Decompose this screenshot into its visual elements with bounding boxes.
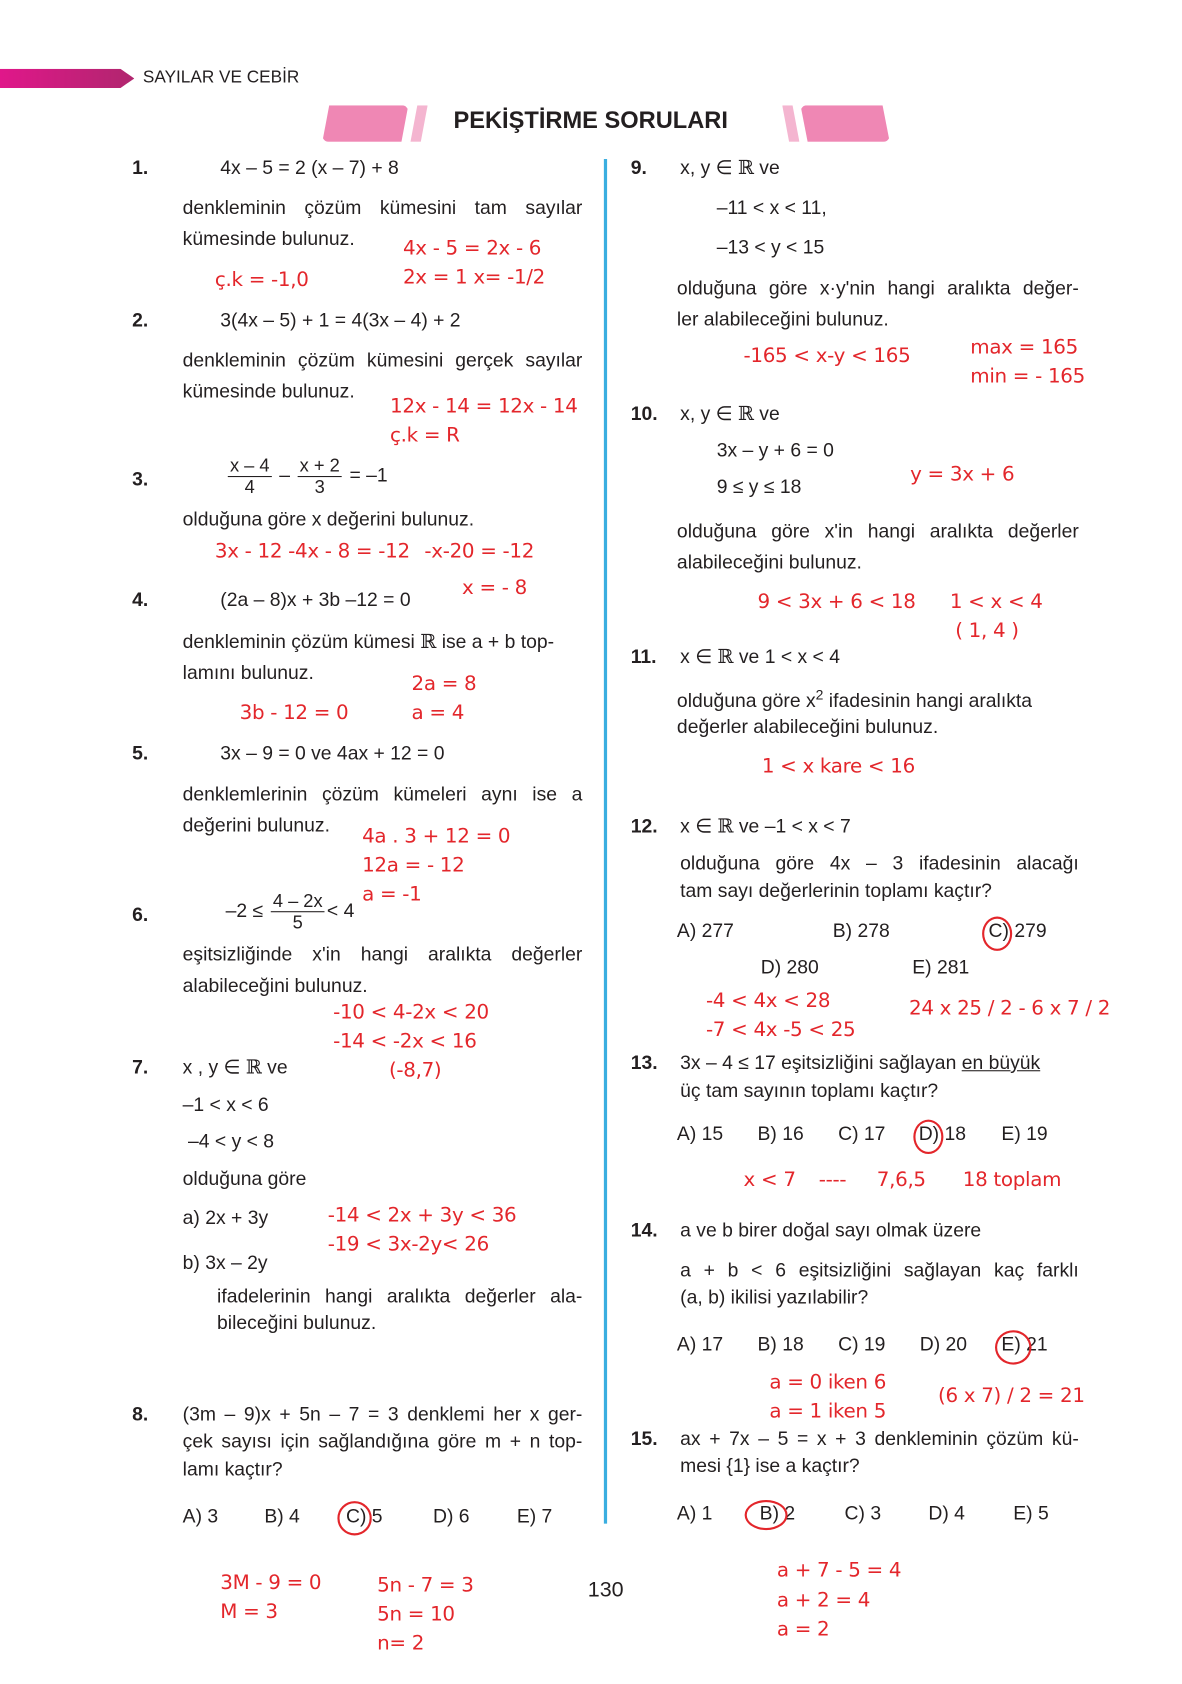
question-text: lamını bulunuz. [182,661,314,684]
question-text: üç tam sayının toplamı kaçtır? [680,1079,939,1102]
underlined-text: en büyük [961,1051,1041,1074]
question-text: ler alabileceğini bulunuz. [676,308,889,330]
handwritten-note: ---- [818,1169,847,1192]
condition: 3x – y + 6 = 0 [716,439,834,461]
handwritten-note: -4 < 4x < 28 [705,989,831,1013]
handwritten-note: (-8,7) [388,1059,442,1083]
fraction [298,456,342,498]
question-text: kümesinde bulunuz. [182,380,355,402]
title-decoration-right-stripe [782,105,799,142]
denominator: 5 [292,912,303,933]
option-e[interactable]: E) 19 [1001,1122,1048,1145]
answer-circle [995,1330,1032,1364]
option-b[interactable]: B) 18 [757,1333,804,1355]
text: olduğuna göre x [676,689,816,712]
condition: –1 < x < 6 [182,1093,269,1116]
handwritten-note: 12a = - 12 [362,854,465,877]
handwritten-note: -x-20 = -12 [424,540,535,564]
equation: 3(4x – 5) + 1 = 4(3x – 4) + 2 [220,309,461,331]
question-text: tam sayı değerlerinin toplamı kaçtır? [680,880,992,902]
handwritten-note: 1 < x kare < 16 [761,755,915,778]
handwritten-note: 2x = 1 x= -1/2 [402,266,546,290]
answer-circle [745,1500,788,1530]
question-number: 10. [630,402,658,425]
handwritten-note: 5n - 7 = 3 [377,1574,474,1597]
condition [680,156,780,181]
condition: –13 < y < 15 [716,236,825,258]
question-text: mesi {1} ise a kaçtır? [680,1454,860,1477]
denominator: 4 [244,477,255,498]
handwritten-note: -14 < -2x < 16 [333,1030,477,1054]
option-d[interactable]: D) 18 [918,1122,966,1145]
option-a[interactable]: A) 3 [182,1505,219,1527]
rhs: < 4 [326,899,355,922]
fraction-equation [226,456,388,498]
handwritten-note: a = 4 [411,701,465,725]
handwritten-note: -19 < 3x-2y< 26 [327,1233,489,1257]
text: ve [753,402,780,425]
handwritten-note: x = - 8 [462,577,527,600]
question-text: çek sayısı için sağlandığına göre m + n top- [182,1430,583,1452]
text: ifadesinin hangi aralıkta [823,689,1033,712]
question-text: eşitsizliğinde x'in hangi aralıkta değerler [182,943,583,965]
question-text: ifadelerinin hangi aralıkta değerler ala- [217,1285,583,1307]
handwritten-note: a = 2 [776,1618,830,1641]
real-numbers-symbol: ℝ [245,1056,262,1079]
condition: –4 < y < 8 [188,1130,275,1152]
handwritten-note: ( 1, 4 ) [955,619,1019,643]
numerator: x – 4 [228,456,272,477]
option-c[interactable]: C) 279 [988,919,1047,942]
section-title: SAYILAR VE CEBİR [142,68,300,88]
handwritten-note: M = 3 [220,1601,278,1624]
option-c[interactable]: C) 17 [838,1122,886,1145]
question-text: olduğuna göre x'in hangi aralıkta değerler [676,520,1079,542]
text: ise a + b top- [436,630,555,653]
handwritten-note: 2a = 8 [411,672,477,696]
question-number: 6. [132,903,149,926]
option-b[interactable]: B) 16 [757,1122,804,1145]
handwritten-note: 4a . 3 + 12 = 0 [362,825,511,848]
question-text: denkleminin çözüm kümesini gerçek sayılar [182,349,583,371]
option-b[interactable]: B) 4 [264,1505,300,1527]
handwritten-note: 7,6,5 [876,1169,926,1192]
question-number: 5. [132,742,149,764]
question-number: 13. [630,1051,658,1074]
handwritten-note: 12x - 14 = 12x - 14 [390,395,578,418]
question-text: denklemlerinin çözüm kümeleri aynı ise a [182,783,583,805]
real-numbers-symbol: ℝ [737,402,754,426]
question-number: 14. [630,1219,658,1242]
question-number: 2. [132,309,149,331]
handwritten-note: 9 < 3x + 6 < 18 [757,590,916,614]
rhs: = –1 [349,464,388,486]
option-c[interactable]: C) 5 [345,1505,383,1527]
section-tab-bar [0,69,134,88]
option-e[interactable]: E) 21 [1001,1333,1048,1355]
handwritten-note: min = - 165 [970,365,1085,388]
condition [680,402,780,427]
handwritten-note: n= 2 [377,1632,425,1655]
handwritten-note: 3M - 9 = 0 [220,1571,322,1595]
title-decoration-left-stripe [410,105,427,142]
handwritten-note: 4x - 5 = 2x - 6 [402,237,542,261]
real-numbers-symbol: ℝ [737,156,754,180]
option-a[interactable]: A) 17 [676,1333,724,1355]
text: ve –1 < x < 7 [733,815,851,838]
sub-item-b: b) 3x – 2y [182,1251,268,1274]
condition [680,645,840,670]
handwritten-note: a = 1 iken 5 [769,1400,887,1423]
question-text: olduğuna göre x·y'nin hangi aralıkta değer- [676,277,1079,299]
text: x, y ∈ [680,402,738,425]
handwritten-note: -7 < 4x -5 < 25 [705,1018,856,1042]
question-number: 4. [132,588,149,611]
real-numbers-symbol: ℝ [717,645,734,669]
question-text: (3m – 9)x + 5n – 7 = 3 denklemi her x ger- [182,1403,583,1425]
condition: 9 ≤ y ≤ 18 [716,476,802,498]
text: x , y ∈ [182,1056,246,1078]
question-number: 15. [630,1428,658,1450]
condition [680,814,851,839]
option-a[interactable]: A) 1 [676,1502,713,1524]
question-text: olduğuna göre 4x – 3 ifadesinin alacağı [680,852,1079,874]
lhs: –2 ≤ [225,899,264,922]
denominator: 3 [314,477,325,498]
question-text: a + b < 6 eşitsizliğini sağlayan kaç farklı [680,1259,1079,1281]
text: ve [261,1056,288,1078]
question-number: 1. [132,156,149,179]
text: ve [753,156,780,179]
question-number: 9. [630,156,647,179]
inequality [226,891,355,933]
question-text: lamı kaçtır? [182,1458,283,1480]
handwritten-note: max = 165 [970,336,1078,359]
handwritten-note: 3b - 12 = 0 [239,701,349,725]
handwritten-note: 18 toplam [962,1169,1062,1192]
option-d[interactable]: D) 20 [919,1333,968,1355]
handwritten-note: -165 < x-y < 165 [743,344,911,368]
answer-circle [913,1120,943,1154]
question-text: ax + 7x – 5 = x + 3 denkleminin çözüm kü- [680,1428,1079,1450]
handwritten-note: 24 x 25 / 2 - 6 x 7 / 2 [909,997,1111,1020]
handwritten-note: y = 3x + 6 [910,463,1015,486]
question-text: alabileceğini bulunuz. [676,551,862,573]
equation: 4x – 5 = 2 (x – 7) + 8 [220,156,399,179]
handwritten-note: ç.k = R [390,424,460,447]
option-b[interactable]: B) 278 [832,919,890,942]
handwritten-note: a = 0 iken 6 [769,1371,887,1394]
sub-item-a: a) 2x + 3y [182,1206,269,1229]
question-text: denkleminin çözüm kümesini tam sayılar [182,196,583,219]
condition [183,1055,288,1080]
question-text [680,1051,1040,1075]
question-text: olduğuna göre [182,1167,307,1190]
question-number: 7. [132,1056,149,1078]
handwritten-note: a = -1 [362,883,422,906]
option-e[interactable]: E) 5 [1013,1502,1049,1524]
real-numbers-symbol: ℝ [420,630,437,654]
column-divider [604,159,607,1524]
option-a[interactable]: A) 277 [676,919,734,942]
handwritten-note: 5n = 10 [377,1603,455,1626]
handwritten-note: -14 < 2x + 3y < 36 [327,1204,517,1228]
option-c[interactable]: C) 19 [838,1333,886,1355]
title-decoration-left [322,105,408,142]
option-d[interactable]: D) 6 [433,1505,470,1527]
fraction [228,456,272,498]
question-text: değerini bulunuz. [182,814,330,836]
numerator: x + 2 [298,456,342,477]
answer-circle [982,917,1012,951]
text: denkleminin çözüm kümesi [182,630,421,653]
page-number: 130 [587,1578,624,1603]
handwritten-note: (6 x 7) / 2 = 21 [938,1385,1085,1408]
numerator: 4 – 2x [271,891,325,912]
question-text [183,630,583,655]
fraction [271,891,325,933]
option-e[interactable]: E) 7 [516,1505,553,1527]
question-text: kümesinde bulunuz. [182,227,355,250]
handwritten-note: -10 < 4-2x < 20 [333,1001,489,1024]
question-number: 3. [132,468,149,490]
question-text: olduğuna göre x değerini bulunuz. [182,508,475,530]
page-heading: PEKİŞTİRME SORULARI [453,106,728,134]
text: 3x – 4 ≤ 17 eşitsizliğini sağlayan [680,1051,962,1074]
option-b[interactable]: B) 2 [759,1502,796,1524]
handwritten-note: 3x - 12 -4x - 8 = -12 [214,540,410,564]
equation: 3x – 9 = 0 ve 4ax + 12 = 0 [220,742,445,764]
condition: –11 < x < 11, [716,196,827,219]
question-text: a ve b birer doğal sayı olmak üzere [680,1219,982,1242]
question-text: alabileceğini bulunuz. [182,974,368,997]
handwritten-note: a + 7 - 5 = 4 [776,1559,902,1582]
text: x ∈ [680,645,718,668]
option-d[interactable]: D) 280 [760,956,819,978]
question-number: 11. [630,645,657,668]
question-number: 12. [630,815,658,838]
equation: (2a – 8)x + 3b –12 = 0 [220,588,411,611]
text: x ∈ [680,815,718,838]
question-text [677,683,1032,712]
question-text: bileceğini bulunuz. [217,1311,377,1334]
answer-circle [337,1501,371,1535]
option-a[interactable]: A) 15 [676,1122,724,1145]
title-decoration-right [801,105,890,142]
exponent: 2 [815,686,824,703]
question-number: 8. [132,1403,149,1425]
handwritten-note: 1 < x < 4 [949,590,1043,614]
operator: – [279,464,290,486]
option-c[interactable]: C) 3 [844,1502,882,1524]
question-text: (a, b) ikilisi yazılabilir? [680,1286,869,1308]
text: ve 1 < x < 4 [733,645,840,668]
text: x, y ∈ [680,156,738,179]
option-d[interactable]: D) 4 [928,1502,965,1524]
question-text: değerler alabileceğini bulunuz. [676,715,939,738]
handwritten-note: ç.k = -1,0 [214,268,309,292]
option-e[interactable]: E) 281 [912,956,970,978]
real-numbers-symbol: ℝ [717,815,734,839]
handwritten-note: a + 2 = 4 [776,1589,871,1612]
handwritten-note: x < 7 [743,1169,796,1192]
